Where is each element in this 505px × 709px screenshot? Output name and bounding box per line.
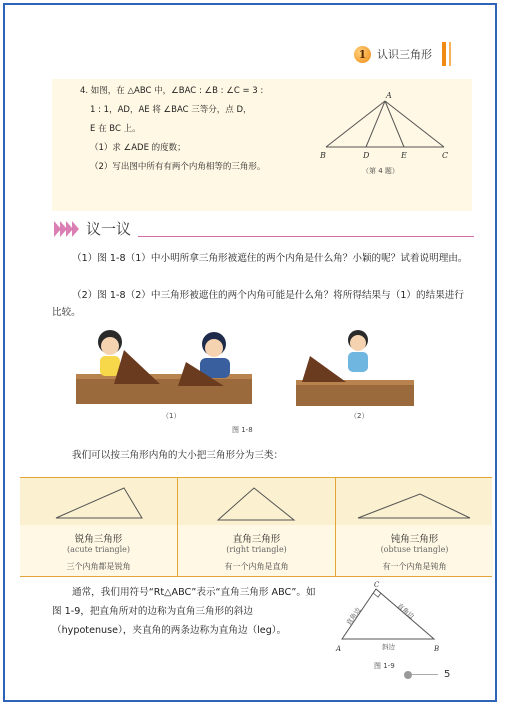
chapter-bar — [442, 42, 446, 66]
acute-name: 锐角三角形 — [74, 534, 123, 545]
figure-4-caption: （第 4 题） — [362, 167, 399, 175]
fig19-label-c: C — [374, 581, 380, 589]
right-triangle-shape — [216, 486, 296, 522]
discuss-paragraph-2: （2）图 1-8（2）中三角形被遮住的两个内角可能是什么角？将所得结果与（1）的结果进行比较。 — [52, 290, 464, 318]
figure-1-9-caption: 图 1-9 — [374, 662, 395, 670]
classify-text: 我们可以按三角形内角的大小把三角形分为三类： — [72, 450, 284, 461]
right-desc: 有一个内角是直角 — [224, 562, 289, 571]
triangle-partial — [302, 356, 346, 382]
exercise-panel — [52, 79, 472, 211]
right-name: 直角三角形 — [232, 534, 281, 545]
label-d: D — [363, 151, 370, 160]
chapter-header — [354, 41, 451, 67]
figure-1-9-diagram — [334, 579, 444, 659]
obtuse-name: 钝角三角形 — [390, 534, 439, 545]
right-triangle-definition: 通常，我们用符号“Rt△ABC”表示“直角三角形 ABC”。如图 1-9，把直角所对的边称为直角三角形的斜边（hypotenuse），夹直角的两条边称为直角边（leg）。 — [52, 587, 316, 636]
figure-1-8-sub2: （2） — [350, 412, 369, 420]
label-b: B — [320, 151, 326, 160]
figure-1-8-caption: 图 1-8 — [232, 426, 253, 434]
segment-ac — [385, 101, 444, 147]
discuss-paragraph-1: （1）图 1-8（1）中小明所拿三角形被遮住的两个内角是什么角？小颖的呢？试着说明理由。 — [72, 253, 468, 264]
footer-dot — [404, 671, 412, 679]
fig19-leg-2: 直角边 — [395, 601, 416, 621]
discuss-heading — [54, 218, 131, 239]
triangle-held-1 — [114, 350, 160, 384]
obtuse-english: (obtuse triangle) — [380, 545, 449, 554]
right-english: (right triangle) — [226, 545, 287, 554]
figure-1-8-illustration — [74, 328, 474, 412]
chapter-title: 认识三角形 — [377, 48, 432, 61]
problem-line: （1）求 ∠ADE 的度数； — [90, 143, 186, 153]
obtuse-triangle-shape — [356, 492, 472, 522]
footer-line — [412, 674, 438, 675]
discuss-title: 议一议 — [86, 220, 132, 238]
fig19-hypotenuse: 斜边 — [382, 643, 395, 651]
obtuse-column — [336, 478, 493, 576]
fig19-label-a: A — [336, 645, 342, 653]
label-e: E — [401, 151, 407, 160]
acute-column — [20, 478, 177, 576]
chevron-icon — [54, 221, 78, 237]
acute-triangle-shape — [54, 486, 144, 522]
chapter-bar-light — [449, 42, 451, 66]
problem-line: 4. 如图，在 △ABC 中，∠BAC : ∠B : ∠C = 3 : — [80, 86, 264, 96]
problem-line: E 在 BC 上。 — [90, 124, 141, 134]
problem-line: 1 : 1，AD，AE 将 ∠BAC 三等分，点 D， — [90, 105, 252, 115]
label-a: A — [386, 91, 392, 100]
problem-line: （2）写出图中所有有两个内角相等的三角形。 — [90, 162, 266, 172]
fig19-label-b: B — [434, 645, 440, 653]
figure-1-8-sub1: （1） — [162, 412, 181, 420]
obtuse-desc: 有一个内角是钝角 — [382, 562, 447, 571]
textbook-page — [34, 35, 474, 681]
acute-english: (acute triangle) — [66, 545, 131, 554]
page-footer — [404, 669, 450, 680]
right-column — [178, 478, 335, 576]
label-c: C — [442, 151, 449, 160]
section-rule — [138, 236, 474, 237]
chapter-number-badge: 1 — [354, 46, 371, 63]
figure-4-diagram — [312, 85, 462, 175]
page-number: 5 — [444, 669, 451, 680]
triangle-types-table — [20, 477, 492, 577]
fig19-leg-1: 直角边 — [344, 606, 363, 627]
segment-ab — [326, 101, 385, 147]
acute-desc: 三个内角都是锐角 — [66, 562, 131, 571]
